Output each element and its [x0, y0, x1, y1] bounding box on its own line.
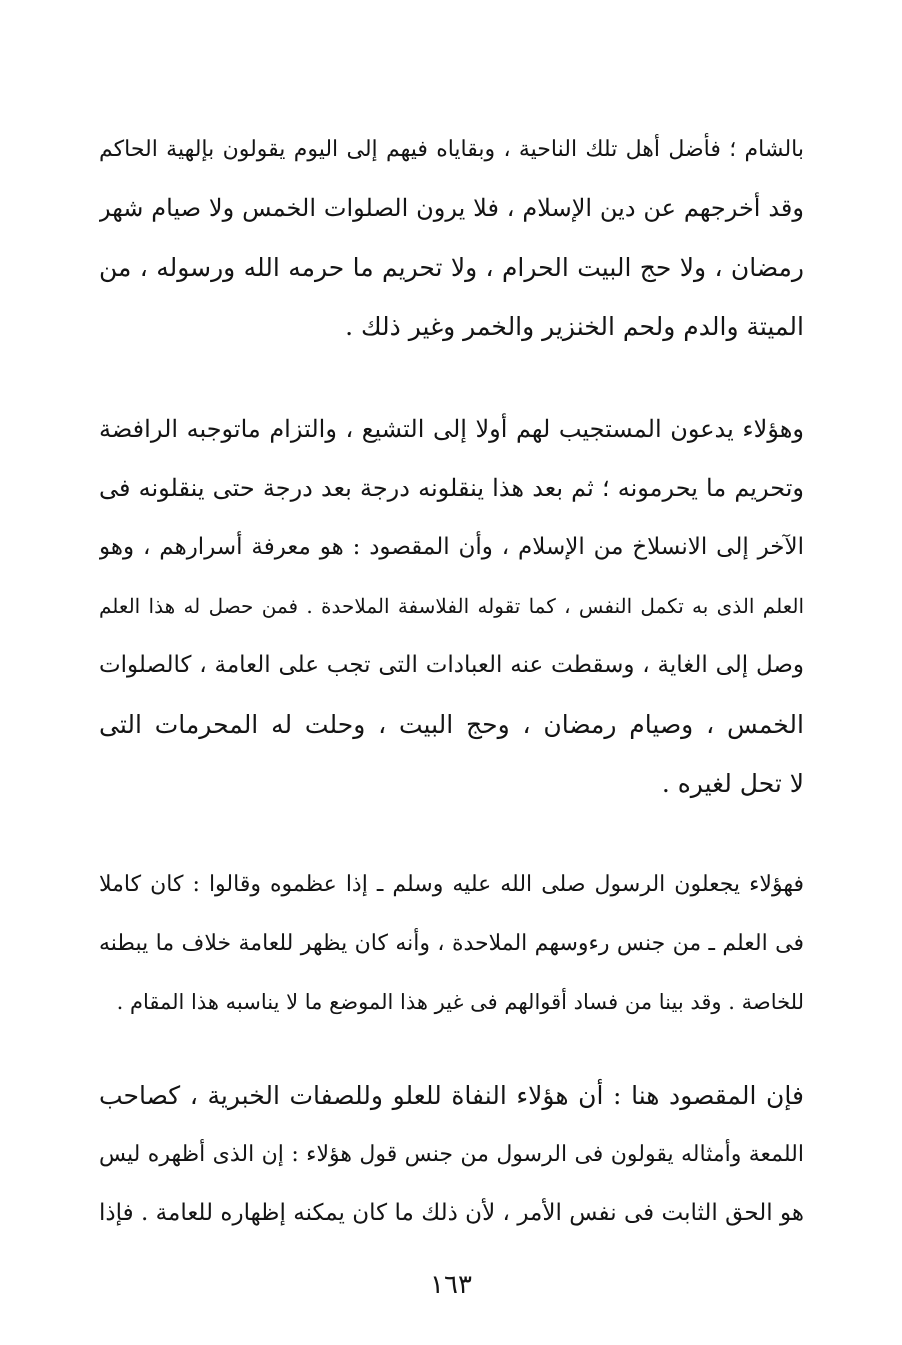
- paragraph-line: رمضان ، ولا حج البيت الحرام ، ولا تحريم ما حرمه الله ورسوله ، من: [99, 253, 804, 282]
- paragraph-line: الميتة والدم ولحم الخنزير والخمر وغير ذلك .: [345, 312, 804, 341]
- paragraph-line: وصل إلى الغاية ، وسقطت عنه العبادات التى تجب على العامة ، كالصلوات: [99, 652, 804, 678]
- paragraph-line: فإن المقصود هنا : أن هؤلاء النفاة للعلو وللصفات الخبرية ، كصاحب: [99, 1081, 804, 1110]
- paragraph-2: [99, 400, 804, 813]
- paragraph-line: لا تحل لغيره .: [661, 769, 804, 798]
- paragraph-line: العلم الذى به تكمل النفس ، كما تقوله الفلاسفة الملاحدة . فمن حصل له هذا العلم: [99, 594, 804, 618]
- paragraph-line: للخاصة . وقد بينا من فساد أقوالهم فى غير هذا الموضع ما لا يناسبه هذا المقام .: [116, 990, 804, 1014]
- paragraph-line: الخمس ، وصيام رمضان ، وحج البيت ، وحلت له المحرمات التى: [99, 710, 804, 739]
- paragraph-line: هو الحق الثابت فى نفس الأمر ، لأن ذلك ما كان يمكنه إظهاره للعامة . فإذا: [99, 1200, 804, 1226]
- paragraph-line: اللمعة وأمثاله يقولون فى الرسول من جنس قول هؤلاء : إن الذى أظهره ليس: [99, 1142, 804, 1167]
- paragraph-line: الآخر إلى الانسلاخ من الإسلام ، وأن المقصود : هو معرفة أسرارهم ، وهو: [99, 534, 804, 560]
- paragraph-4: [99, 1066, 804, 1243]
- paragraph-line: وقد أخرجهم عن دين الإسلام ، فلا يرون الصلوات الخمس ولا صيام شهر: [99, 194, 804, 222]
- paragraph-line: فى العلم ـ من جنس رءوسهم الملاحدة ، وأنه كان يظهر للعامة خلاف ما يبطنه: [99, 931, 804, 956]
- paragraph-line: فهؤلاء يجعلون الرسول صلى الله عليه وسلم ـ إذا عظموه وقالوا : كان كاملا: [99, 872, 804, 897]
- paragraph-1: [99, 120, 804, 356]
- page-number: ١٦٣: [430, 1270, 472, 1300]
- paragraph-line: وتحريم ما يحرمونه ؛ ثم بعد هذا ينقلونه درجة بعد درجة حتى ينقلونه فى: [99, 474, 804, 502]
- paragraph-line: بالشام ؛ فأضل أهل تلك الناحية ، وبقاياه فيهم إلى اليوم يقولون بإلهية الحاكم: [99, 137, 804, 162]
- paragraph-line: وهؤلاء يدعون المستجيب لهم أولا إلى التشيع ، والتزام ماتوجبه الرافضة: [99, 415, 804, 443]
- paragraph-3: [99, 855, 804, 1032]
